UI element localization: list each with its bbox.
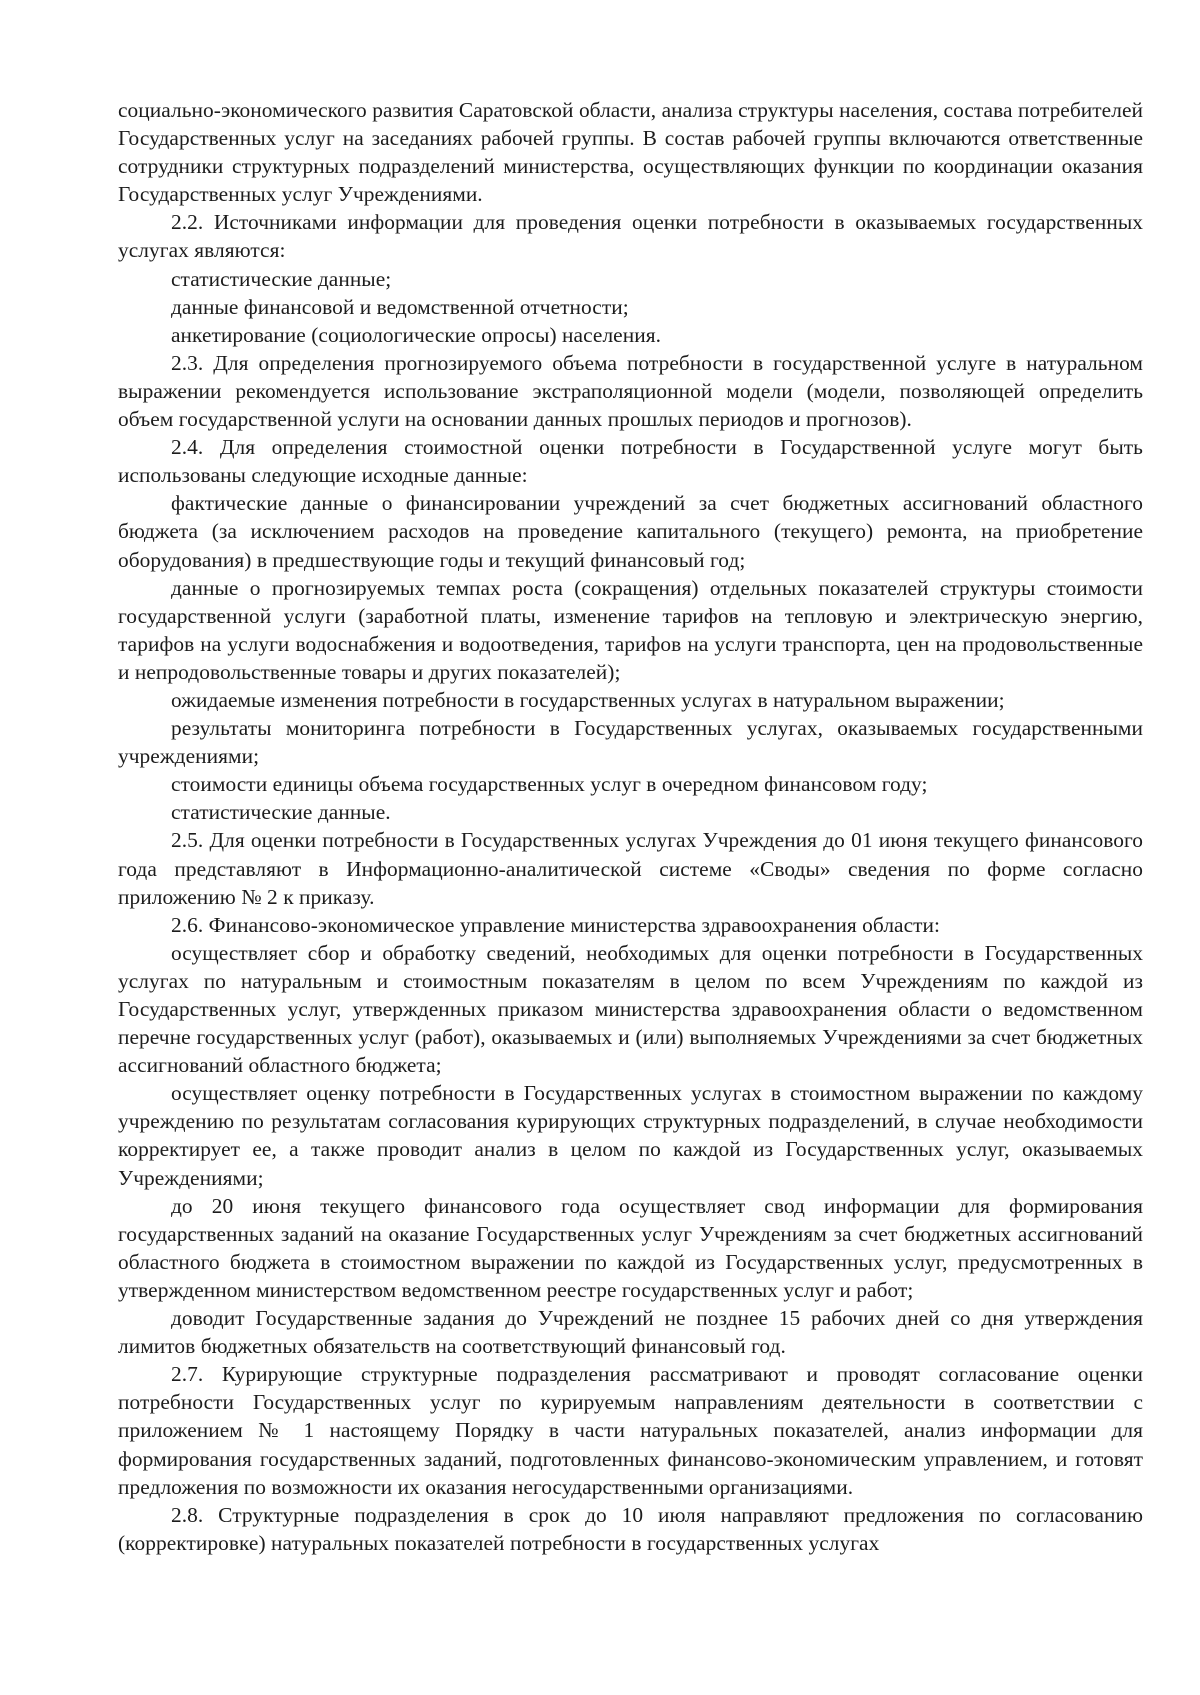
paragraph-continuation: социально-экономического развития Саратовской области, анализа структуры населения, состава потребителей Государственных услуг на заседаниях рабочей группы. В состав рабочей группы включаются ответственные сотрудники структурных подразделений министерства, осуществляющих функции по координации оказания Государственных услуг Учреждениями. (118, 98, 1143, 207)
paragraph-2-6: 2.6. Финансово-экономическое управление министерства здравоохранения области: (171, 912, 941, 937)
list-item-june-summary: до 20 июня текущего финансового года осуществляет свод информации для формирования государственных заданий на оказание Государственных услуг Учреждениям за счет бюджетных ассигнований областного бюджета в стоимостном выражении по каждой из Государственных услуг, предусмотренных в утвержденном министерством ведомственном реестре государственных услуг и работ; (118, 1193, 1143, 1302)
list-item-statistics: статистические данные; (171, 266, 392, 291)
list-item-monitoring-results: результаты мониторинга потребности в Государственных услугах, оказываемых государственными учреждениями; (118, 716, 1143, 769)
list-item-surveys: анкетирование (социологические опросы) населения. (171, 322, 661, 347)
document-page (118, 96, 1143, 1557)
list-item-statistics-2: статистические данные. (171, 800, 391, 825)
paragraph-2-5: 2.5. Для оценки потребности в Государственных услугах Учреждения до 01 июня текущего финансового года представляют в Информационно-аналитической системе «Своды» сведения по форме согласно приложению № 2 к приказу. (118, 828, 1143, 909)
list-item-assignments: доводит Государственные задания до Учреждений не позднее 15 рабочих дней со дня утверждения лимитов бюджетных обязательств на соответствующий финансовый год. (118, 1306, 1143, 1359)
paragraph-2-3: 2.3. Для определения прогнозируемого объема потребности в государственной услуге в натуральном выражении рекомендуется использование экстраполяционной модели (модели, позволяющей определить объем государственной услуги на основании данных прошлых периодов и прогнозов). (118, 350, 1143, 432)
list-item-unit-cost: стоимости единицы объема государственных услуг в очередном финансовом году; (171, 772, 928, 797)
list-item-financial-reports: данные финансовой и ведомственной отчетности; (171, 294, 629, 319)
paragraph-2-7: 2.7. Курирующие структурные подразделения рассматривают и проводят согласование оценки потребности Государственных услуг по курируемым направлениям деятельности в соответствии с приложением № 1 настоящему Порядку в части натуральных показателей, анализ информации для формирования государственных заданий, подготовленных финансово-экономическим управлением, и готовят предложения по возможности их оказания негосударственными организациями. (118, 1362, 1143, 1499)
list-item-data-collection: осуществляет сбор и обработку сведений, необходимых для оценки потребности в Государственных услугах по натуральным и стоимостным показателям в целом по всем Учреждениям по каждой из Государственных услуг, утвержденных приказом министерства здравоохранения области о ведомственном перечне государственных услуг (работ), оказываемых и (или) выполняемых Учреждениями за счет бюджетных ассигнований областного бюджета; (118, 940, 1143, 1078)
paragraph-2-2: 2.2. Источниками информации для проведения оценки потребности в оказываемых государственных услугах являются: (118, 210, 1143, 263)
list-item-cost-assessment: осуществляет оценку потребности в Государственных услугах в стоимостном выражении по каждому учреждению по результатам согласования курирующих структурных подразделений, в случае необходимости корректирует ее, а также проводит анализ в целом по каждой из Государственных услуг, оказываемых Учреждениями; (118, 1081, 1143, 1190)
paragraph-2-8: 2.8. Структурные подразделения в срок до 10 июля направляют предложения по согласованию (корректировке) натуральных показателей потребности в государственных услугах (118, 1502, 1143, 1555)
list-item-expected-changes: ожидаемые изменения потребности в государственных услугах в натуральном выражении; (171, 687, 1005, 712)
list-item-growth-rates: данные о прогнозируемых темпах роста (сокращения) отдельных показателей структуры стоимости государственной услуги (заработной платы, изменение тарифов на тепловую и электрическую энергию, тарифов на услуги водоснабжения и водоотведения, тарифов на услуги транспорта, цен на продовольственные и непродовольственные товары и других показателей); (118, 575, 1143, 684)
paragraph-2-4: 2.4. Для определения стоимостной оценки потребности в Государственной услуге могут быть использованы следующие исходные данные: (118, 435, 1143, 488)
list-item-actual-financing: фактические данные о финансировании учреждений за счет бюджетных ассигнований областного бюджета (за исключением расходов на проведение капитального (текущего) ремонта, на приобретение оборудования) в предшествующие годы и текущий финансовый год; (118, 491, 1143, 572)
